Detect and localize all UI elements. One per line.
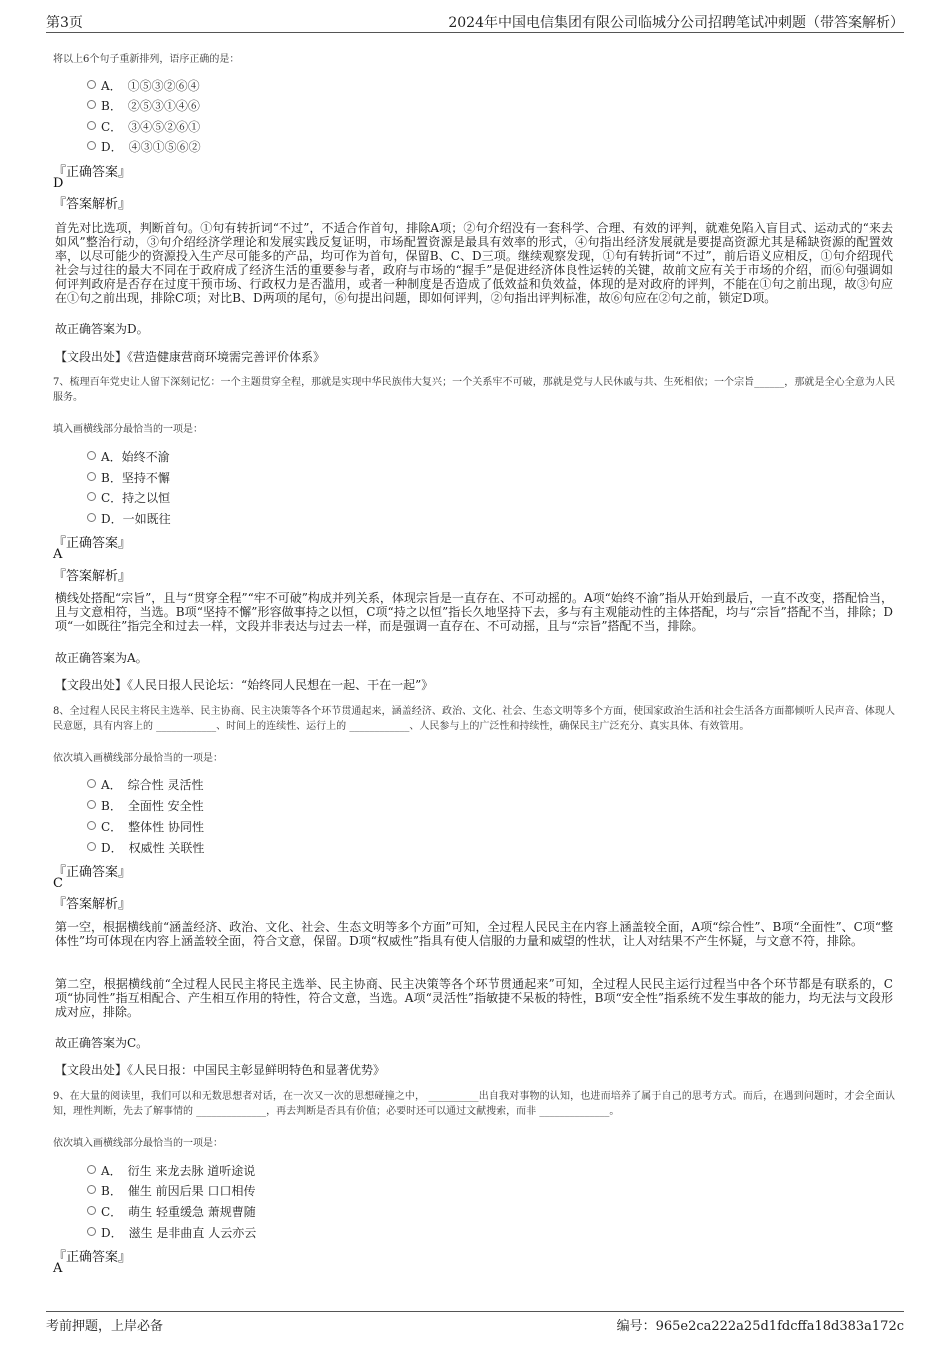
q8-prompt: 依次填入画横线部分最恰当的一项是： <box>53 753 223 764</box>
q6-source: 【文段出处】《营造健康营商环境需完善评价体系》 <box>55 350 326 364</box>
q8-answer-label: 『正确答案』 <box>53 865 132 880</box>
page-footer <box>46 1311 904 1336</box>
q9-prompt: 依次填入画横线部分最恰当的一项是： <box>53 1138 223 1149</box>
q7-analysis-label: 『答案解析』 <box>53 569 132 584</box>
page-number: 第3页 <box>46 15 83 31</box>
radio-icon[interactable] <box>87 100 96 109</box>
radio-icon[interactable] <box>87 779 96 788</box>
q8-analysis-second-blank: 第二空，根据横线前“全过程人民民主将民主选举、民主协商、民主决策等各个环节贯通起来”可知，全过程人民民主运行过程当中各个环节都是有联系的，C项“协同性”指互相配合、产生相互作用的特性，符合文意，当选。A项“灵活性”指敏捷不呆板的特性，B项“安全性”指系统不发生事故的能力，均无法与文段形成对应，排除。 <box>55 977 893 1019</box>
radio-icon[interactable] <box>87 821 96 830</box>
radio-icon[interactable] <box>87 121 96 130</box>
radio-icon[interactable] <box>87 80 96 89</box>
q8-answer: C <box>53 876 63 891</box>
q8-conclusion: 故正确答案为C。 <box>55 1036 149 1050</box>
q7-answer-label: 『正确答案』 <box>53 536 132 551</box>
radio-icon[interactable] <box>87 842 96 851</box>
q8-analysis-label: 『答案解析』 <box>53 897 132 912</box>
radio-icon[interactable] <box>87 513 96 522</box>
q9-answer: A <box>53 1261 63 1276</box>
q8-question: 8、全过程人民民主将民主选举、民主协商、民主决策等各个环节贯通起来，涵盖经济、政治、文化、社会、生态文明等多个方面，使国家政治生活和社会生活各方面都倾听人民声音、体现人民意愿，具有内容上的 ____________、时间上的连续性、运行上的 ____________、人民参与上的广泛性和持续性，确保民主广泛充分、真实具体、有效管用。 <box>53 706 895 732</box>
q6-analysis-label: 『答案解析』 <box>53 197 132 212</box>
q7-conclusion: 故正确答案为A。 <box>55 651 148 665</box>
q8-analysis-first-blank: 第一空，根据横线前“涵盖经济、政治、文化、社会、生态文明等多个方面”可知，全过程人民民主在内容上涵盖较全面，A项“综合性”、B项“全面性”、C项“整体性”均可体现在内容上涵盖较全面，符合文意，保留。D项“权威性”指具有使人信服的力量和威望的性状，让人对结果不产生怀疑，与文意不符，排除。 <box>55 920 893 948</box>
radio-icon[interactable] <box>87 1206 96 1215</box>
radio-icon[interactable] <box>87 141 96 150</box>
q7-analysis: 横线处搭配“宗旨”，且与“贯穿全程”“牢不可破”构成并列关系，体现宗旨是一直存在、不可动摇的。A项“始终不渝”指从开始到最后，一直不改变，搭配恰当，且与文意相符，当选。B项“坚持不懈”形容做事持之以恒，C项“持之以恒”指长久地坚持下去，多与有主观能动性的主体搭配，均与“宗旨”搭配不当，排除；D项“一如既往”指完全和过去一样，文段并非表达与过去一样，而是强调一直存在、不可动摇，且与“宗旨”搭配不当，排除。 <box>55 591 893 633</box>
q7-answer: A <box>53 547 63 562</box>
q9-answer-label: 『正确答案』 <box>53 1250 132 1265</box>
q6-prompt: 将以上6个句子重新排列，语序正确的是： <box>53 54 240 65</box>
q6-conclusion: 故正确答案为D。 <box>55 322 149 336</box>
q8-source: 【文段出处】《人民日报：中国民主彰显鲜明特色和显著优势》 <box>55 1063 386 1077</box>
document-title: 2024年中国电信集团有限公司临城分公司招聘笔试冲刺题（带答案解析） <box>448 15 904 31</box>
radio-icon[interactable] <box>87 1165 96 1174</box>
q6-analysis: 首先对比选项，判断首句。①句有转折词“不过”，不适合作首句，排除A项；②句介绍没有一套科学、合理、有效的评判，就难免陷入盲目式、运动式的“来去如风”整治行动，③句介绍经济学理论和发展实践反复证明，市场配置资源是最具有效率的形式，④句指出经济发展就是要提高资源尤其是稀缺资源的配置效率，以尽可能少的资源投入生产尽可能多的产品，均可作为首句，保留B、C、D三项。继续观察发现，①句有转折词“不过”，前后语义应相反，①句介绍现代社会与过往的最大不同在于政府成了经济生活的重要参与者，政府与市场的“握手”是促进经济体良性运转的关键，故前文应有关于市场的介绍，而⑥句强调如何评判政府是否存在过度干预市场、行政权力是否滥用，或者一种制度是否造成了低效益和负效益，体现的是对政府的评判，不能在①句之前出现，故③句应在①句之前出现，排除C项；对比B、D两项的尾句，⑥句提出问题，即如何评判，②句指出评判标准，故⑥句应在②句之前，锁定D项。 <box>55 221 893 305</box>
q9-question: 9、在大量的阅读里，我们可以和无数思想者对话，在一次又一次的思想碰撞之中， __________出自我对事物的认知，也进而培养了属于自己的思考方式。而后，在遇到问题时，才会全面认知，理性判断，先去了解事情的 ______________，再去判断是否具有价值；必要时还可以通过文献搜索，而非 ______________。 <box>53 1091 895 1117</box>
radio-icon[interactable] <box>87 800 96 809</box>
footer-slogan: 考前押题，上岸必备 <box>46 1319 164 1334</box>
q6-answer-label: 『正确答案』 <box>53 165 132 180</box>
q6-answer: D <box>53 176 64 191</box>
radio-icon[interactable] <box>87 451 96 460</box>
document-id: 编号：965e2ca222a25d1fdcffa18d383a172c <box>616 1319 904 1334</box>
radio-icon[interactable] <box>87 492 96 501</box>
radio-icon[interactable] <box>87 1227 96 1236</box>
q7-source: 【文段出处】《人民日报人民论坛：“始终同人民想在一起、干在一起”》 <box>55 678 434 692</box>
page-header <box>46 10 904 33</box>
q7-question: 7、梳理百年党史让人留下深刻记忆：一个主题贯穿全程，那就是实现中华民族伟大复兴；一个关系牢不可破，那就是党与人民休戚与共、生死相依；一个宗旨______，那就是全心全意为人民服务。 <box>53 377 895 403</box>
radio-icon[interactable] <box>87 1185 96 1194</box>
radio-icon[interactable] <box>87 472 96 481</box>
q7-prompt: 填入画横线部分最恰当的一项是： <box>53 424 203 435</box>
